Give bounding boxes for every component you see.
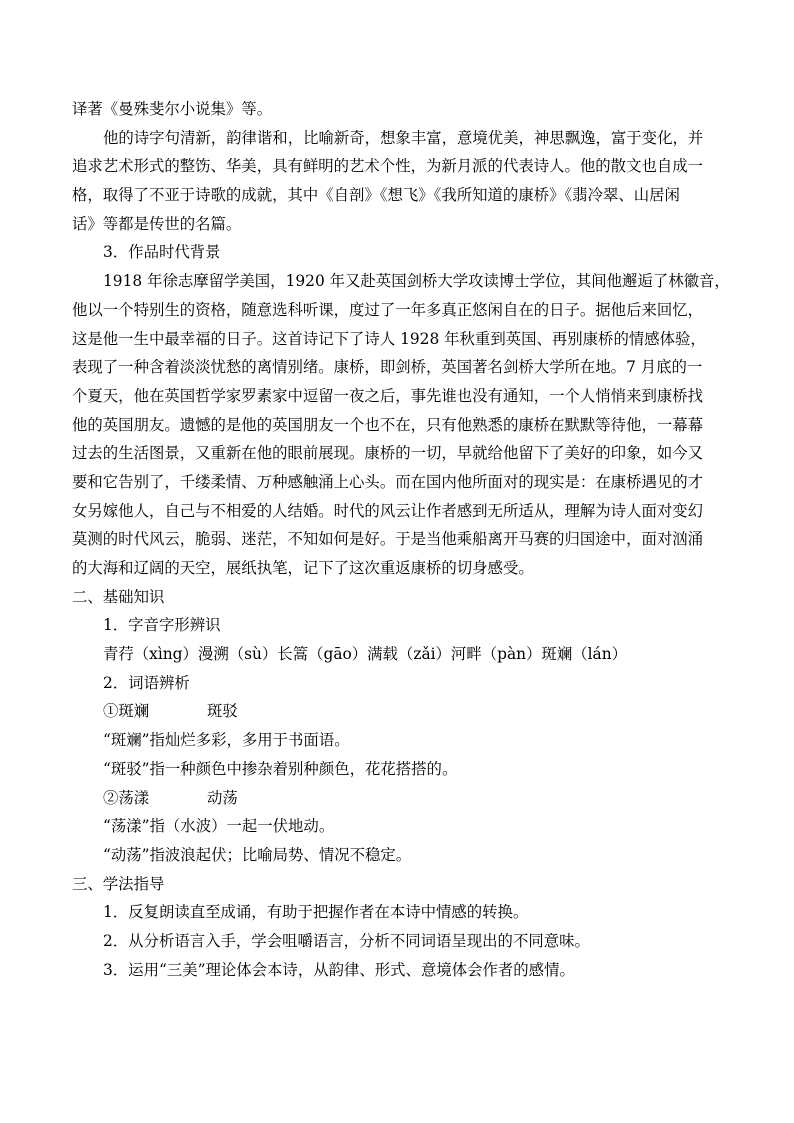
method-item: 1．反复朗读直至成诵，有助于把握作者在本诗中情感的转换。 [103,903,529,922]
definition-line: “荡漾”指（水波）一起一伏地动。 [103,817,335,836]
subheading-word-distinction: 2．词语辨析 [103,673,190,692]
word-pair-2 [72,784,722,813]
method-item: 2．从分析语言入手，学会咀嚼语言，分析不同词语呈现出的不同意味。 [103,931,590,950]
paragraph-line: 莫测的时代风云，脆弱、迷茫，不知如何是好。于是当他乘船离开马赛的归国途中，面对汹涌 [72,530,704,549]
paragraph-line: 他以一个特别生的资格，随意选科听课，度过了一年多真正悠闲自在的日子。据他后来回忆， [72,300,704,319]
paragraph-line: 表现了一种含着淡淡忧愁的离情别绪。康桥，即剑桥，英国著名剑桥大学所在地。7 月底的一 [72,358,703,377]
word-pair-term-b: 动荡 [207,788,238,807]
word-pair-1 [72,697,722,726]
paragraph-line: 1918 年徐志摩留学美国，1920 年又赴英国剑桥大学攻读博士学位，其间他邂逅了林徽音， [103,272,730,291]
paragraph-line: 过去的生活图景，又重新在他的眼前展现。康桥的一切，早就给他留下了美好的印象，如今又 [72,444,704,463]
background-paragraph [72,267,730,583]
document-page [72,95,730,984]
poet-style-paragraph [72,124,722,239]
paragraph-line: 要和它告别了，千缕柔情、万种感触涌上心头。而在国内他所面对的现实是：在康桥遇见的才 [72,472,704,491]
word-pair-term-a: ①斑斓 [103,702,150,721]
section-heading-methods: 三、学法指导 [72,874,165,893]
paragraph-line: 格，取得了不亚于诗歌的成就，其中《自剖》《想飞》《我所知道的康桥》《翡冷翠、山居闲 [72,186,680,205]
paragraph-line: 他的诗字句清新，韵律谐和，比喻新奇，想象丰富，意境优美，神思飘逸，富于变化，并 [103,128,704,147]
paragraph-line: 个夏天，他在英国哲学家罗素家中逗留一夜之后，事先谁也没有通知，一个人悄悄来到康桥找 [72,386,704,405]
definition-line: “斑驳”指一种颜色中掺杂着别种颜色，花花搭搭的。 [103,759,458,778]
pinyin-line: 青荇（xìng）漫溯（sù）长篙（gāo）满载（zǎi）河畔（pàn）斑斓（lán） [103,645,628,664]
paragraph-line: 的大海和辽阔的天空，展纸执笔，记下了这次重返康桥的切身感受。 [72,559,534,577]
definition-line: “斑斓”指灿烂多彩，多用于书面语。 [103,731,350,750]
word-pair-term-b: 斑驳 [207,702,238,721]
paragraph-line: 话》等都是传世的名篇。 [72,214,242,233]
subheading-pronunciation: 1．字音字形辨识 [103,616,221,635]
paragraph-line: 这是他一生中最幸福的日子。这首诗记下了诗人 1928 年秋重到英国、再别康桥的情感体验， [72,329,706,348]
word-pair-term-a: ②荡漾 [103,788,150,807]
background-heading: 3．作品时代背景 [103,243,221,262]
section-heading-basics: 二、基础知识 [72,587,165,606]
paragraph-line: 他的英国朋友。遗憾的是他的英国朋友一个也不在，只有他熟悉的康桥在默默等待他，一幕幕 [72,415,704,434]
paragraph-line: 女另嫁他人，自己与不相爱的人结婚。时代的风云让作者感到无所适从，理解为诗人面对变幻 [72,501,704,520]
definition-line: “动荡”指波浪起伏；比喻局势、情况不稳定。 [103,845,412,864]
intro-line: 译著《曼殊斐尔小说集》等。 [72,100,273,118]
paragraph-line: 追求艺术形式的整饬、华美，具有鲜明的艺术个性，为新月派的代表诗人。他的散文也自成一 [72,157,704,176]
method-item: 3．运用“三美”理论体会本诗，从韵律、形式、意境体会作者的感情。 [103,960,575,979]
